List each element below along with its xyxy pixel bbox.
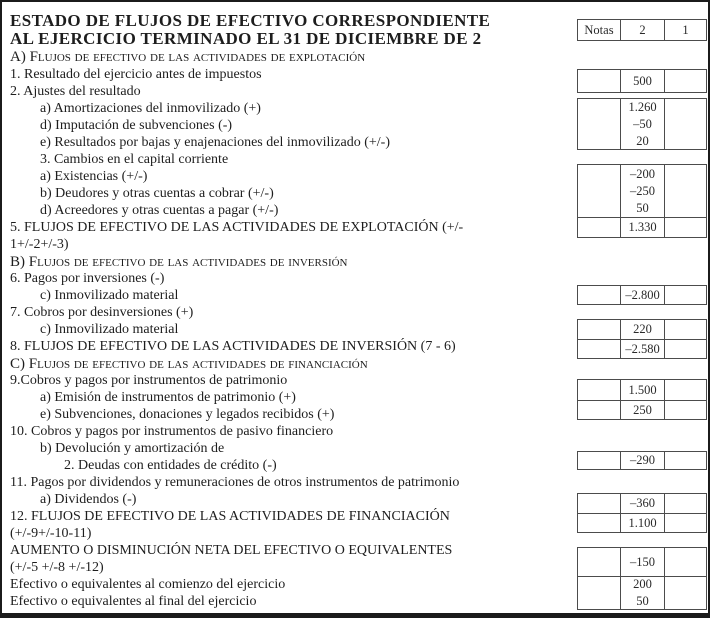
- value-deudores: –250: [630, 183, 655, 198]
- year2-cell: [621, 218, 665, 237]
- year1-cell: [665, 286, 706, 304]
- year1-cell: [665, 401, 706, 419]
- value-bajas-enajenaciones: 20: [636, 133, 649, 148]
- value-dividendos: –360: [630, 496, 655, 510]
- row-subvenciones-recibidas: e) Subvenciones, donaciones y legados recibidos (+): [40, 407, 335, 422]
- year2-cell: [621, 340, 665, 358]
- notas-cell: [578, 340, 621, 358]
- value-row: [578, 452, 706, 469]
- row-imputacion-subvenciones: d) Imputación de subvenciones (-): [40, 118, 233, 133]
- value-row: [578, 380, 706, 400]
- notas-cell: [578, 514, 621, 532]
- row-devolucion-amortizacion: b) Devolución y amortización de: [40, 441, 225, 456]
- section-b-heading: B) Flujos de efectivo de las actividades de inversión: [10, 254, 348, 270]
- year2-cell: [621, 70, 665, 92]
- year1-cell: [665, 99, 706, 149]
- notas-cell: [578, 548, 621, 576]
- value-row: [578, 165, 706, 217]
- values-box-ajustes: [577, 98, 707, 150]
- value-subvenciones-recibidas: 250: [633, 402, 652, 417]
- value-row: [578, 286, 706, 304]
- notas-cell: [578, 218, 621, 237]
- row-resultado-antes-impuestos: 1. Resultado del ejercicio antes de impuestos: [10, 67, 262, 82]
- value-flujos-financiacion: 1.100: [628, 515, 657, 530]
- value-imputacion-subvenciones: –50: [633, 116, 652, 131]
- year1-cell: [665, 340, 706, 358]
- notas-cell: [578, 165, 621, 217]
- year2-cell: [621, 165, 665, 217]
- notas-cell: [578, 99, 621, 149]
- row-pasivo-financiero: 10. Cobros y pagos por instrumentos de pasivo financiero: [10, 424, 334, 439]
- notas-cell: [578, 286, 621, 304]
- values-box-efectivo-neto: [577, 547, 707, 610]
- value-row: [578, 217, 706, 237]
- values-box-pagos-inversiones: [577, 285, 707, 305]
- values-box-capital-corriente: [577, 164, 707, 238]
- values-box-financiacion: [577, 493, 707, 533]
- row-amortizaciones: a) Amortizaciones del inmovilizado (+): [40, 101, 261, 116]
- year1-cell: [665, 165, 706, 217]
- values-box-inversion: [577, 319, 707, 359]
- row-aumento-disminucion-l2: (+/-5 +/-8 +/-12): [10, 560, 104, 575]
- value-acreedores: 50: [636, 200, 649, 215]
- value-emision-instrumentos: 1.500: [628, 382, 657, 397]
- year1-cell: [665, 548, 706, 576]
- year2-cell: [621, 286, 665, 304]
- year2-cell: [621, 494, 665, 513]
- row-dividendos: a) Dividendos (-): [40, 492, 137, 507]
- year1-cell: [665, 577, 706, 609]
- row-inmovilizado-material-pagos: c) Inmovilizado material: [40, 288, 179, 303]
- row-ajustes-resultado: 2. Ajustes del resultado: [10, 84, 141, 99]
- row-instrumentos-patrimonio: 9.Cobros y pagos por instrumentos de patrimonio: [10, 373, 288, 388]
- notas-cell: [578, 452, 621, 469]
- row-aumento-disminucion-l1: AUMENTO O DISMINUCIÓN NETA DEL EFECTIVO O EQUIVALENTES: [10, 543, 453, 558]
- year1-cell: [665, 452, 706, 469]
- values-box-patrimonio: [577, 379, 707, 420]
- year1-header-label: 1: [682, 22, 689, 37]
- year2-cell: [621, 320, 665, 339]
- value-row: [578, 70, 706, 92]
- notas-cell: [578, 577, 621, 609]
- notas-cell: [578, 494, 621, 513]
- value-row: [578, 576, 706, 609]
- year2-cell: [621, 577, 665, 609]
- year1-cell: [665, 494, 706, 513]
- value-resultado-antes-impuestos: 500: [633, 73, 652, 88]
- year1-header-cell: [665, 20, 706, 40]
- value-variacion-neta-efectivo: –150: [630, 554, 655, 569]
- row-deudas-entidades-credito: 2. Deudas con entidades de crédito (-): [64, 458, 277, 473]
- values-box-deudas-credito: [577, 451, 707, 470]
- row-emision-instrumentos: a) Emisión de instrumentos de patrimonio (+): [40, 390, 296, 405]
- value-efectivo-comienzo: 200: [633, 577, 652, 591]
- row-flujos-explotacion-l1: 5. FLUJOS DE EFECTIVO DE LAS ACTIVIDADES DE EXPLOTACIÓN (+/-: [10, 220, 464, 235]
- column-header-row: [578, 20, 706, 40]
- row-bajas-enajenaciones: e) Resultados por bajas y enajenaciones del inmovilizado (+/-): [40, 135, 391, 150]
- value-row: [578, 513, 706, 532]
- value-efectivo-final: 50: [636, 594, 649, 608]
- year2-cell: [621, 401, 665, 419]
- row-deudores: b) Deudores y otras cuentas a cobrar (+/-): [40, 186, 274, 201]
- row-cobros-desinversiones: 7. Cobros por desinversiones (+): [10, 305, 194, 320]
- value-cobros-inmovilizado-material: 220: [633, 322, 652, 336]
- value-row: [578, 99, 706, 149]
- row-flujos-inversion: 8. FLUJOS DE EFECTIVO DE LAS ACTIVIDADES DE INVERSIÓN (7 - 6): [10, 339, 456, 354]
- page-title-line2: AL EJERCICIO TERMINADO EL 31 DE DICIEMBRE DE 2: [10, 29, 482, 48]
- row-inmovilizado-material-cobros: c) Inmovilizado material: [40, 322, 179, 337]
- value-flujos-explotacion: 1.330: [628, 220, 657, 234]
- value-pagos-inmovilizado-material: –2.800: [625, 287, 660, 302]
- row-existencias: a) Existencias (+/-): [40, 169, 148, 184]
- row-flujos-financiacion-l1: 12. FLUJOS DE EFECTIVO DE LAS ACTIVIDADES DE FINANCIACIÓN: [10, 509, 450, 524]
- row-cambios-capital-corriente: 3. Cambios en el capital corriente: [40, 152, 229, 167]
- year1-cell: [665, 218, 706, 237]
- notas-header-cell: [578, 20, 621, 40]
- notas-cell: [578, 70, 621, 92]
- year2-cell: [621, 548, 665, 576]
- year2-header-cell: [621, 20, 665, 40]
- column-header-box: [577, 19, 707, 41]
- value-amortizaciones: 1.260: [628, 99, 657, 114]
- year1-cell: [665, 70, 706, 92]
- values-box-resultado: [577, 69, 707, 93]
- year2-cell: [621, 452, 665, 469]
- value-deudas-entidades-credito: –290: [630, 453, 655, 467]
- value-row: [578, 548, 706, 576]
- row-flujos-financiacion-l2: (+/-9+/-10-11): [10, 526, 92, 541]
- row-flujos-explotacion-l2: 1+/-2+/-3): [10, 237, 69, 252]
- value-flujos-inversion: –2.580: [625, 341, 660, 356]
- year1-cell: [665, 320, 706, 339]
- year2-cell: [621, 99, 665, 149]
- value-existencias: –200: [630, 166, 655, 181]
- value-row: [578, 400, 706, 419]
- row-efectivo-comienzo: Efectivo o equivalentes al comienzo del ejercicio: [10, 577, 286, 592]
- notas-cell: [578, 380, 621, 400]
- row-efectivo-final: Efectivo o equivalentes al final del ejercicio: [10, 594, 257, 609]
- value-row: [578, 339, 706, 358]
- year1-cell: [665, 380, 706, 400]
- value-row: [578, 494, 706, 513]
- year2-header-label: 2: [639, 22, 646, 37]
- notas-cell: [578, 401, 621, 419]
- page-title-line1: ESTADO DE FLUJOS DE EFECTIVO CORRESPONDIENTE: [10, 11, 491, 30]
- row-pagos-inversiones: 6. Pagos por inversiones (-): [10, 271, 165, 286]
- section-a-heading: A) Flujos de efectivo de las actividades de explotación: [10, 49, 366, 65]
- section-c-heading: C) Flujos de efectivo de las actividades de financiación: [10, 356, 368, 372]
- year2-cell: [621, 514, 665, 532]
- row-acreedores: d) Acreedores y otras cuentas a pagar (+/-): [40, 203, 279, 218]
- notas-header-label: Notas: [584, 22, 614, 37]
- value-row: [578, 320, 706, 339]
- year2-cell: [621, 380, 665, 400]
- row-pagos-dividendos: 11. Pagos por dividendos y remuneraciones de otros instrumentos de patrimonio: [10, 475, 460, 490]
- notas-cell: [578, 320, 621, 339]
- year1-cell: [665, 514, 706, 532]
